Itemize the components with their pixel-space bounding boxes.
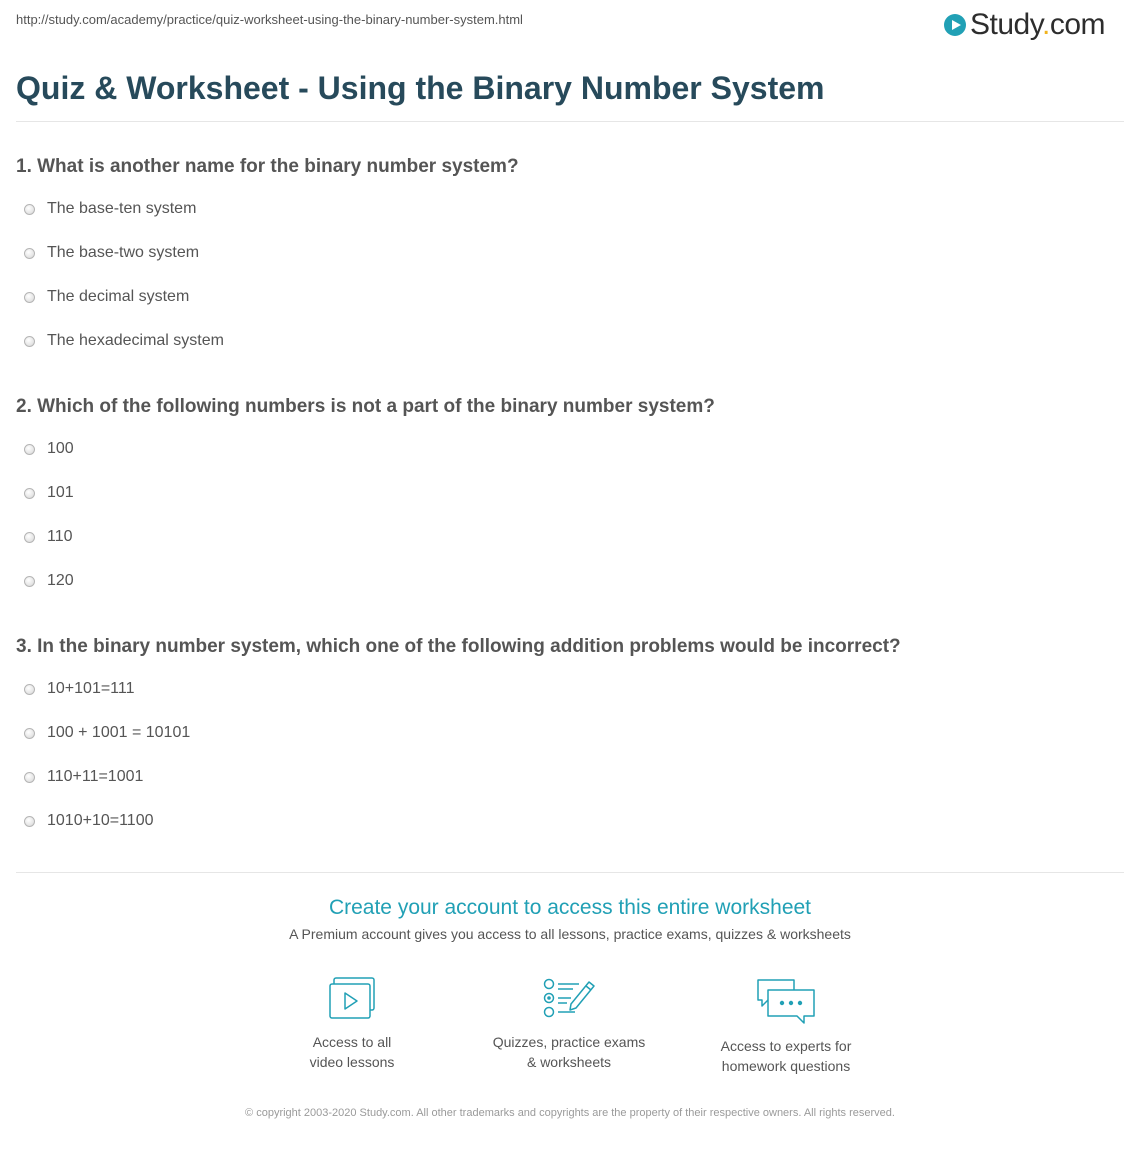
- option-label: The hexadecimal system: [47, 332, 224, 349]
- cta-subtitle: A Premium account gives you access to all lessons, practice exams, quizzes & worksheets: [289, 926, 851, 942]
- page-title: Quiz & Worksheet - Using the Binary Number System: [16, 70, 825, 106]
- radio-button[interactable]: [24, 248, 35, 259]
- option-label: 120: [47, 572, 74, 589]
- option-label: 10+101=111: [47, 680, 135, 697]
- radio-button[interactable]: [24, 816, 35, 827]
- feature-label: Quizzes, practice exams & worksheets: [492, 1034, 646, 1070]
- title-divider: [16, 121, 1124, 122]
- answer-option[interactable]: [24, 440, 74, 458]
- feature-video-lessons: [252, 976, 452, 1072]
- radio-button[interactable]: [24, 576, 35, 587]
- radio-button[interactable]: [24, 772, 35, 783]
- chat-bubbles-icon: [754, 976, 818, 1026]
- answer-option[interactable]: [24, 332, 224, 350]
- study-logo[interactable]: [944, 8, 1105, 42]
- answer-option[interactable]: [24, 812, 153, 830]
- option-label: 101: [47, 484, 74, 501]
- logo-wordmark: Study.com: [970, 8, 1106, 41]
- option-label: 110: [47, 528, 73, 545]
- answer-option[interactable]: [24, 244, 199, 262]
- option-label: 110+11=1001: [47, 768, 144, 785]
- answer-option[interactable]: [24, 680, 135, 698]
- answer-option[interactable]: [24, 724, 190, 742]
- quiz-checklist-icon: [541, 976, 597, 1022]
- question-3: 3. In the binary number system, which one of the following addition problems would be incorrect?: [16, 636, 901, 657]
- feature-experts: [686, 976, 886, 1076]
- question-2: 2. Which of the following numbers is not a part of the binary number system?: [16, 396, 715, 417]
- play-logo-icon: [944, 14, 966, 36]
- option-label: 100 + 1001 = 10101: [47, 724, 191, 741]
- video-lessons-icon: [326, 976, 378, 1022]
- option-label: 1010+10=1100: [47, 812, 154, 829]
- option-label: The base-ten system: [47, 200, 197, 217]
- radio-button[interactable]: [24, 684, 35, 695]
- radio-button[interactable]: [24, 204, 35, 215]
- page-url: http://study.com/academy/practice/quiz-worksheet-using-the-binary-number-system.html: [16, 12, 523, 27]
- answer-option[interactable]: [24, 484, 74, 502]
- option-label: The base-two system: [47, 244, 200, 261]
- radio-button[interactable]: [24, 444, 35, 455]
- option-label: 100: [47, 440, 74, 457]
- answer-option[interactable]: [24, 528, 73, 546]
- option-label: The decimal system: [47, 288, 190, 305]
- radio-button[interactable]: [24, 532, 35, 543]
- copyright-notice: © copyright 2003-2020 Study.com. All other trademarks and copyrights are the property of their respective owners. All rights reserved.: [245, 1107, 895, 1119]
- question-1: 1. What is another name for the binary number system?: [16, 156, 519, 177]
- answer-option[interactable]: [24, 572, 74, 590]
- cta-divider: [16, 872, 1124, 873]
- radio-button[interactable]: [24, 336, 35, 347]
- answer-option[interactable]: [24, 288, 189, 306]
- feature-label: Access to all video lessons: [309, 1034, 395, 1070]
- feature-label: Access to experts for homework questions: [720, 1038, 852, 1074]
- radio-button[interactable]: [24, 292, 35, 303]
- create-account-link[interactable]: Create your account to access this entire worksheet: [328, 896, 812, 919]
- radio-button[interactable]: [24, 488, 35, 499]
- answer-option[interactable]: [24, 768, 143, 786]
- answer-option[interactable]: [24, 200, 196, 218]
- radio-button[interactable]: [24, 728, 35, 739]
- feature-quizzes: [469, 976, 669, 1072]
